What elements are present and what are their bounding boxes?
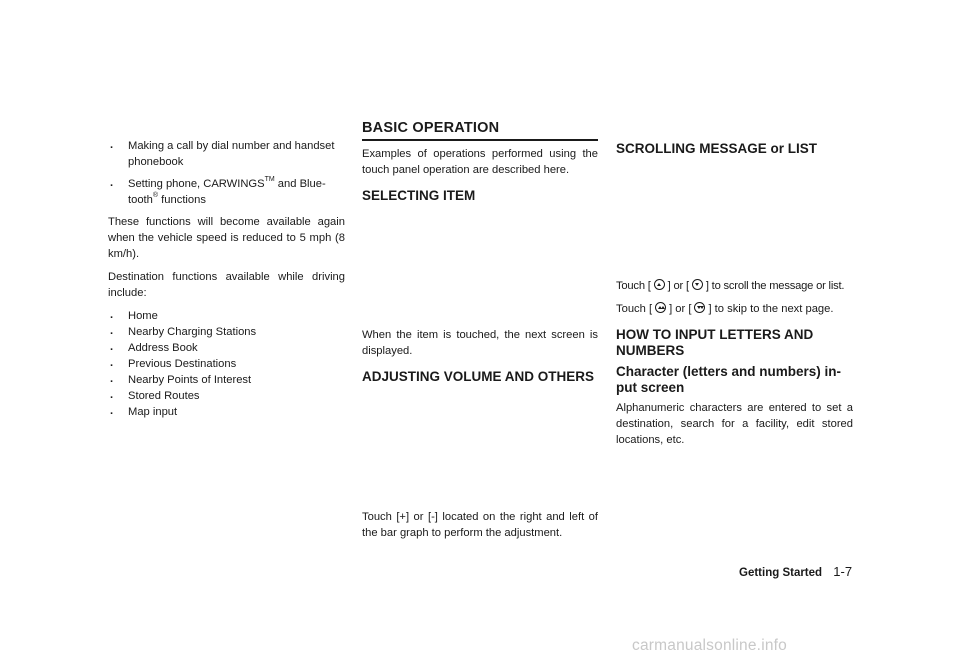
page-footer [739,564,852,579]
text-part: ] or [ [669,303,692,315]
section-heading: BASIC OPERATION [362,120,598,141]
registered-mark: ® [152,192,159,200]
bullet-item [108,176,345,208]
figure-space [362,385,598,509]
list-item [108,324,345,340]
watermark: carmanualsonline.info [632,637,787,654]
subheading-selecting-item: SELECTING ITEM [362,188,476,203]
list-item-text: Previous Destinations [128,358,237,370]
page-down-icon [694,302,705,313]
bullet-item [108,138,345,170]
bullet-dot: . [110,139,114,151]
bullet-dot: . [110,309,114,321]
bullet-dot: . [110,405,114,417]
list-item [108,308,345,324]
page-number: 1-7 [833,564,853,579]
bullet-text: Making a call by dial number and handset phonebook [128,140,335,168]
list-item-text: Map input [128,406,178,418]
list-item [108,356,345,372]
text-part: ] or [ [667,280,689,292]
bullet-dot: . [110,357,114,369]
list-item [108,372,345,388]
subheading-input-letters: HOW TO INPUT LETTERS AND NUMBERS [616,327,814,358]
scroll-up-icon [654,279,665,290]
list-item [108,404,345,420]
list-item-text: Nearby Charging Stations [128,326,257,338]
trademark-mark: TM [264,176,275,184]
paragraph: These functions will become available again when the vehicle speed is reduced to 5 mph (8 km/h). [108,216,345,260]
paragraph: Examples of operations performed using the touch panel operation are described here. [362,148,598,176]
bullet-dot: . [110,177,114,189]
bullet-dot: . [110,325,114,337]
subheading-character-screen: Character (letters and numbers) in-put screen [616,364,842,395]
paragraph: When the item is touched, the next screen is displayed. [362,329,598,357]
bullet-dot: . [110,373,114,385]
bullet-text-end: functions [158,194,206,206]
list-item [108,388,345,404]
bullet-dot: . [110,341,114,353]
column-right [616,120,853,455]
text-part: ] to skip to the next page. [708,303,834,315]
list-item-text: Home [128,310,158,322]
subheading-scrolling: SCROLLING MESSAGE or LIST [616,141,818,156]
paragraph-skip [616,301,853,317]
paragraph: Alphanumeric characters are entered to set a destination, search for a facility, edit stored locations, etc. [616,402,853,446]
text-part: Touch [ [616,303,653,315]
bullet-dot: . [110,389,114,401]
bullet-text: Setting phone, CARWINGS [128,178,265,190]
footer-section: Getting Started [739,567,823,579]
column-middle [362,120,598,548]
bullet-text-cont: and Blue-tooth [128,178,326,206]
list-item-text: Address Book [128,342,198,354]
subheading-adjusting-volume: ADJUSTING VOLUME AND OTHERS [362,369,595,384]
scroll-down-icon [692,279,703,290]
page-up-icon [655,302,666,313]
text-part: ] to scroll the message or list. [705,280,845,292]
figure-space [362,204,598,327]
text-part: Touch [ [616,280,651,292]
paragraph: Destination functions available while driving include: [108,271,345,299]
list-item [108,340,345,356]
list-item-text: Stored Routes [128,390,200,402]
paragraph-scroll [616,278,853,294]
figure-space [616,157,853,278]
list-item-text: Nearby Points of Interest [128,374,252,386]
paragraph: Touch [+] or [-] located on the right and left of the bar graph to perform the adjustment. [362,511,598,539]
column-left [108,138,345,420]
